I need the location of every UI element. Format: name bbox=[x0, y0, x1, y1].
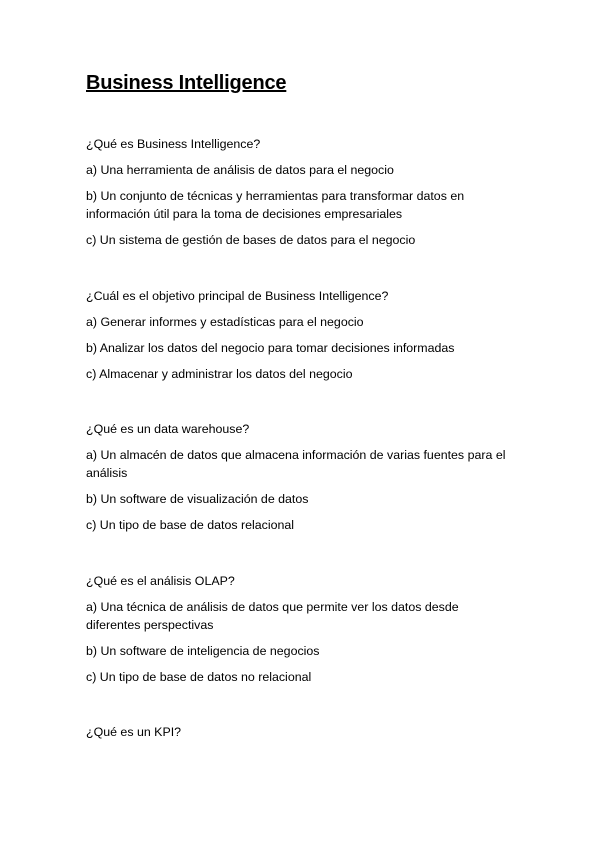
answer-option-b: b) Analizar los datos del negocio para tomar decisiones informadas bbox=[86, 341, 455, 355]
question-text: ¿Qué es un KPI? bbox=[86, 725, 182, 739]
answer-option-c: c) Un tipo de base de datos no relacional bbox=[86, 670, 312, 684]
document-title: Business Intelligence bbox=[86, 72, 287, 94]
answer-option-a: a) Un almacén de datos que almacena información de varias fuentes para el análisis bbox=[86, 448, 506, 480]
answer-option-b: b) Un software de visualización de datos bbox=[86, 492, 309, 506]
question-block-1 bbox=[86, 135, 516, 257]
answer-option-a: a) Una herramienta de análisis de datos para el negocio bbox=[86, 163, 394, 177]
answer-option-a: a) Una técnica de análisis de datos que permite ver los datos desde diferentes perspectivas bbox=[86, 600, 459, 632]
question-text: ¿Qué es Business Intelligence? bbox=[86, 137, 261, 151]
answer-option-c: c) Un sistema de gestión de bases de datos para el negocio bbox=[86, 233, 416, 247]
answer-option-b: b) Un software de inteligencia de negocios bbox=[86, 644, 320, 658]
question-text: ¿Cuál es el objetivo principal de Business Intelligence? bbox=[86, 289, 389, 303]
question-text: ¿Qué es el análisis OLAP? bbox=[86, 574, 235, 588]
answer-option-b: b) Un conjunto de técnicas y herramientas para transformar datos en información útil para la toma de decisiones empresariales bbox=[86, 189, 465, 221]
answer-option-a: a) Generar informes y estadísticas para el negocio bbox=[86, 315, 364, 329]
question-block-4 bbox=[86, 572, 516, 694]
answer-option-c: c) Un tipo de base de datos relacional bbox=[86, 518, 295, 532]
question-text: ¿Qué es un data warehouse? bbox=[86, 422, 250, 436]
answer-option-c: c) Almacenar y administrar los datos del negocio bbox=[86, 367, 353, 381]
question-block-3 bbox=[86, 420, 516, 542]
question-block-2 bbox=[86, 287, 516, 391]
question-block-5 bbox=[86, 723, 516, 749]
